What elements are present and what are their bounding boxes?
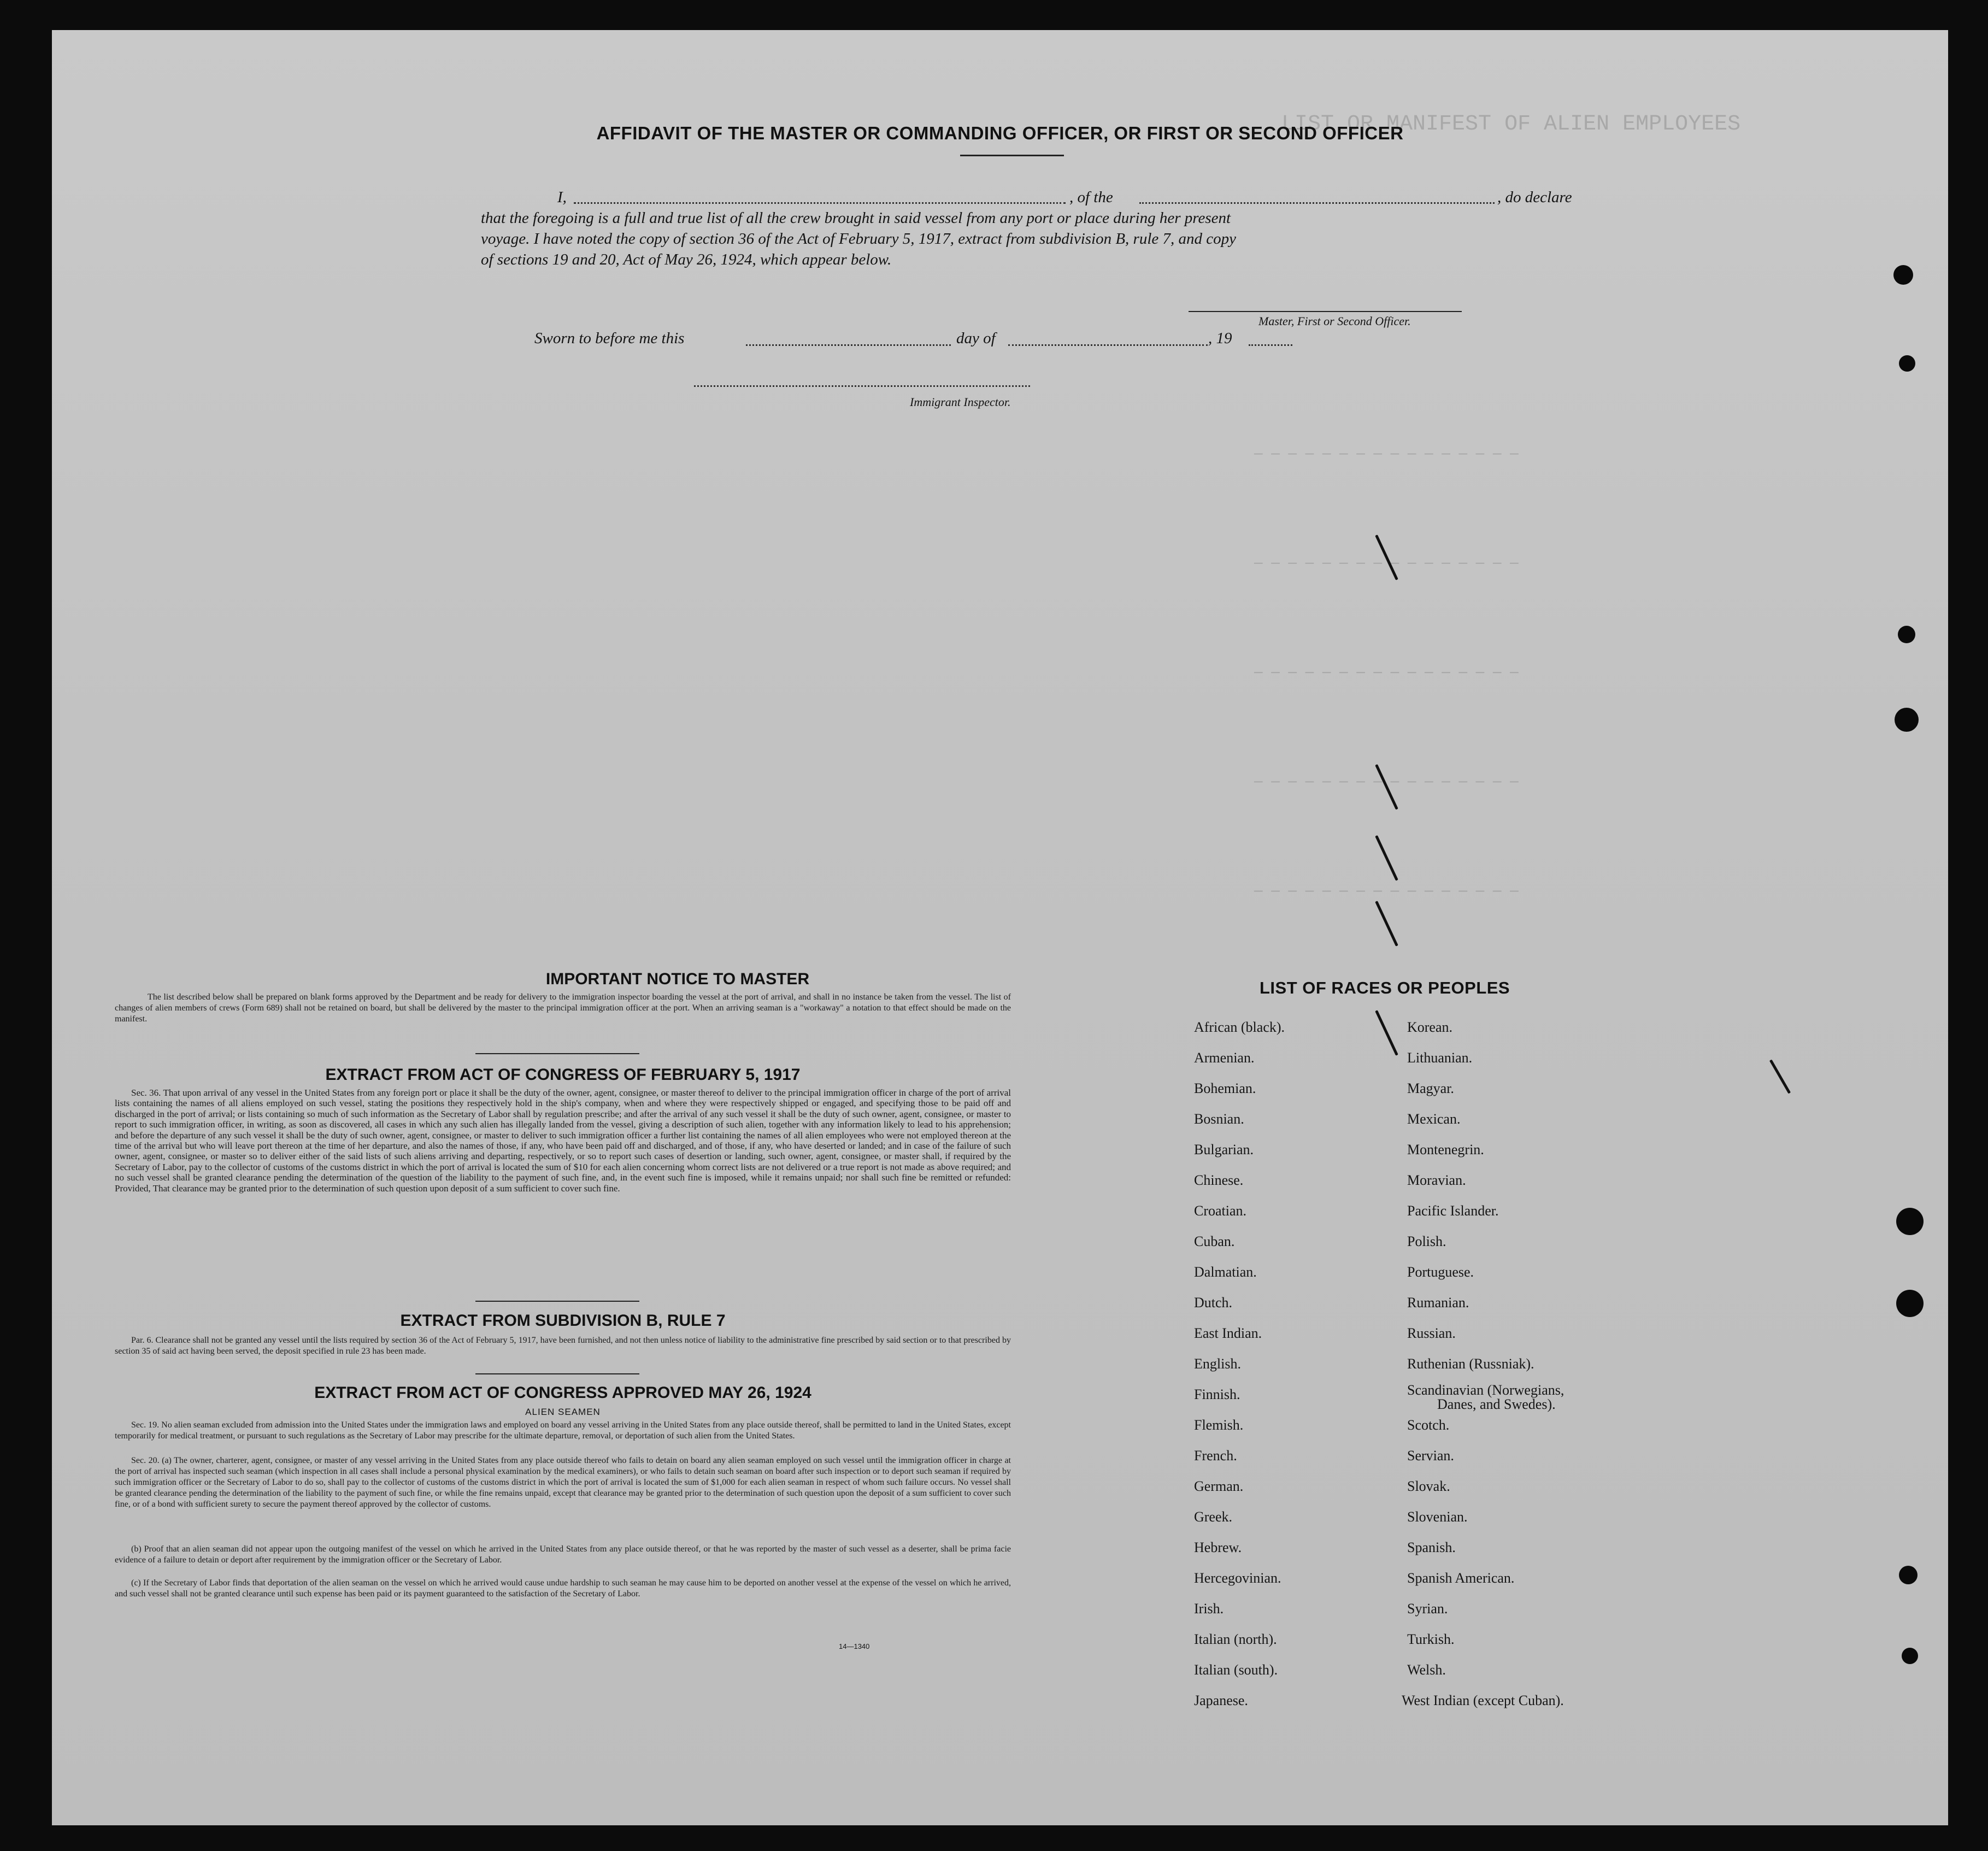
binder-hole [1895, 708, 1919, 732]
race-item: Scandinavian (Norwegians, [1407, 1382, 1564, 1398]
race-item: Slovenian. [1407, 1509, 1468, 1525]
race-item: Portuguese. [1407, 1264, 1474, 1280]
officer-name-field[interactable] [574, 202, 1066, 204]
section-divider [475, 1301, 639, 1302]
race-item: Croatian. [1194, 1203, 1247, 1219]
binder-hole [1896, 1208, 1924, 1235]
race-item: Irish. [1194, 1601, 1224, 1617]
race-item: Finnish. [1194, 1386, 1240, 1402]
affidavit-line2: that the foregoing is a full and true list of all the crew brought in said vessel from any port or place during her present [481, 209, 1231, 227]
race-item: Japanese. [1194, 1693, 1248, 1708]
day-of-label: day of [956, 330, 996, 347]
bleed-through-text: LIST OR MANIFEST OF ALIEN EMPLOYEES [1281, 112, 1741, 137]
vessel-name-field[interactable] [1139, 202, 1495, 204]
race-item: Hebrew. [1194, 1539, 1242, 1555]
signature-label: Master, First or Second Officer. [1258, 314, 1411, 328]
race-item: Slovak. [1407, 1478, 1450, 1494]
form-number: 14—1340 [839, 1642, 870, 1650]
race-item: African (black). [1194, 1019, 1285, 1035]
binder-hole [1896, 1290, 1924, 1317]
ink-mark [1375, 835, 1398, 881]
notice-text: The list described below shall be prepared on blank forms approved by the Department and be ready for delivery to the immigration inspector boarding the vessel at the port of arrival, and shall in no instance be taken from the vessel. The list of changes of alien members of crews (Form 689) shall not be retained on board, but shall be delivered by the master to the principal immigration officer at the port. When an arriving seaman is a "workaway" a notation to that effect should be made on the manifest. [115, 992, 1011, 1024]
race-item: Lithuanian. [1407, 1050, 1473, 1066]
race-item: Russian. [1407, 1325, 1456, 1341]
bleed-through-text: — — — — — — — — — — — — — — — — [1254, 555, 1519, 571]
ink-mark [1375, 901, 1398, 947]
document-sheet [52, 30, 1948, 1825]
race-item: Armenian. [1194, 1050, 1255, 1066]
sec20b-text: (b) Proof that an alien seaman did not appear upon the outgoing manifest of the vessel on which he arrived in the United States from any place outside thereof, or that he was reported by the master of such vessel as a deserter, shall be prima facie evidence of a failure to detain or deport after requirement by the immigration officer or the Secretary of Labor. [115, 1544, 1011, 1565]
sworn-label: Sworn to before me this [534, 330, 685, 347]
race-item: Dutch. [1194, 1295, 1233, 1311]
race-item: Spanish American. [1407, 1570, 1515, 1586]
affidavit-line3: voyage. I have noted the copy of section 36 of the Act of February 5, 1917, extract from subdivision B, rule 7, and copy [481, 230, 1237, 248]
race-item: Mexican. [1407, 1111, 1461, 1127]
extract-1924-title: EXTRACT FROM ACT OF CONGRESS APPROVED MAY 26, 1924 [314, 1384, 811, 1402]
race-item: Italian (south). [1194, 1662, 1278, 1678]
race-item: English. [1194, 1356, 1241, 1372]
section-divider [475, 1053, 639, 1054]
race-item: German. [1194, 1478, 1244, 1494]
race-item: Magyar. [1407, 1080, 1454, 1096]
binder-hole [1902, 1648, 1918, 1664]
sec20a-text: Sec. 20. (a) The owner, charterer, agent, consignee, or master of any vessel arriving in the United States from any place outside thereof who fails to detain on board any alien seaman employed on such vessel until the immigration officer in charge at the port of arrival has inspected such seaman (which inspection in all cases shall include a personal physical examination by the medical examiners), or who fails to detain such seaman on board after such inspection or to deport such seaman if required by such immigration officer or the Secretary of Labor to do so, shall pay to the collector of customs of the customs district in which the port of arrival is located the sum of $1,000 for each alien seaman in respect of whom such failure occurs. No vessel shall be granted clearance pending the determination of the liability to the payment of such fine, or while the fine remains unpaid, except that clearance may be granted prior to the determination of such question upon the deposit of a sum sufficient to cover such fine, or of a bond with sufficient surety to secure the payment thereof approved by the collector of customs. [115, 1456, 1011, 1509]
race-item: Bosnian. [1194, 1111, 1244, 1127]
race-item: Bohemian. [1194, 1080, 1256, 1096]
race-item: Hercegovinian. [1194, 1570, 1281, 1586]
race-item: Greek. [1194, 1509, 1233, 1525]
notice-title: IMPORTANT NOTICE TO MASTER [545, 970, 810, 988]
binder-hole [1899, 355, 1915, 372]
race-item: Syrian. [1407, 1601, 1448, 1617]
affidavit-title: AFFIDAVIT OF THE MASTER OR COMMANDING OFFICER, OR FIRST OR SECOND OFFICER [596, 123, 1404, 143]
bleed-through-text: — — — — — — — — — — — — — — — — [1254, 664, 1519, 680]
races-title: LIST OF RACES OR PEOPLES [1260, 978, 1510, 997]
alien-seamen-subtitle: ALIEN SEAMEN [525, 1407, 601, 1417]
affidavit-line4: of sections 19 and 20, Act of May 26, 1924, which appear below. [481, 251, 892, 268]
inspector-label: Immigrant Inspector. [910, 395, 1011, 409]
race-item: Spanish. [1407, 1539, 1456, 1555]
race-item: Dalmatian. [1194, 1264, 1257, 1280]
race-item: Polish. [1407, 1233, 1446, 1249]
title-rule [960, 155, 1064, 156]
ink-mark [1375, 1010, 1398, 1056]
race-item: Cuban. [1194, 1233, 1235, 1249]
race-item: Pacific Islander. [1407, 1203, 1499, 1219]
year-label: , 19 [1208, 330, 1232, 347]
race-item: Montenegrin. [1407, 1142, 1484, 1157]
race-item: East Indian. [1194, 1325, 1262, 1341]
signature-line[interactable] [1189, 311, 1462, 312]
binder-hole [1898, 626, 1915, 643]
section-divider [475, 1373, 639, 1374]
race-item: Italian (north). [1194, 1631, 1277, 1647]
bleed-through-text: — — — — — — — — — — — — — — — — [1254, 773, 1519, 790]
inspector-signature-line[interactable] [694, 385, 1030, 387]
sworn-month-field[interactable] [1008, 344, 1208, 346]
race-item: Korean. [1407, 1019, 1453, 1035]
bleed-through-text: — — — — — — — — — — — — — — — — [1254, 445, 1519, 462]
race-item: Moravian. [1407, 1172, 1466, 1188]
sec20c-text: (c) If the Secretary of Labor finds that deportation of the alien seaman on the vessel on which he arrived would cause undue hardship to such seaman he may cause him to be deported on another vessel at the expense of the vessel on which he arrived, and such vessel shall not be granted clearance until such expense has been paid or its payment guaranteed to the satisfaction of the Secretary of Labor. [115, 1578, 1011, 1599]
race-item: Rumanian. [1407, 1295, 1469, 1311]
sworn-day-field[interactable] [746, 344, 951, 346]
race-item: Chinese. [1194, 1172, 1244, 1188]
race-item: West Indian (except Cuban). [1402, 1693, 1564, 1708]
ink-mark [1769, 1059, 1791, 1094]
race-item: Bulgarian. [1194, 1142, 1254, 1157]
race-item: Welsh. [1407, 1662, 1446, 1678]
binder-hole [1899, 1566, 1918, 1584]
race-item: Flemish. [1194, 1417, 1244, 1433]
race-item: Turkish. [1407, 1631, 1455, 1647]
sec19-text: Sec. 19. No alien seaman excluded from admission into the United States under the immigration laws and employed on board any vessel arriving in the United States from any place outside thereof, shall be permitted to land in the United States, except temporarily for medical treatment, or pursuant to such regulations as the Secretary of Labor may prescribe for the ultimate departure, removal, or deportation of such alien from the United States. [115, 1420, 1011, 1441]
affidavit-line1-start: I, [557, 189, 567, 206]
subdivision-b-title: EXTRACT FROM SUBDIVISION B, RULE 7 [400, 1312, 726, 1330]
extract-1917-title: EXTRACT FROM ACT OF CONGRESS OF FEBRUARY 5, 1917 [325, 1066, 801, 1084]
race-item-continuation: Danes, and Swedes). [1437, 1396, 1556, 1412]
race-item: Servian. [1407, 1448, 1454, 1464]
affidavit-line1-mid: , of the [1069, 189, 1113, 206]
extract-1917-text: Sec. 36. That upon arrival of any vessel in the United States from any foreign port or place it shall be the duty of the owner, agent, consignee, or master thereof to deliver to the principal immigration officer in charge of the port of arrival lists containing the names of all aliens employed on such vessel, stating the positions they respectively hold in the ship's company, when and where they were respectively shipped or engaged, and specifying those to be paid off and discharged in the port of arrival; or lists containing so much of such information as the Secretary of Labor shall by regulation prescribe; and after the arrival of any such vessel it shall be the duty of such owner, agent, consignee, or master to report to such immigration officer, in writing, as soon as discovered, all cases in which any such alien has illegally landed from the vessel, giving a description of such alien, together with any information likely to lead to his apprehension; and before the departure of any such vessel it shall be the duty of such owner, agent, consignee, or master to deliver to such immigration officer a further list containing the names of all alien employees who were not employed thereon at the time of the arrival but who will leave port thereon at the time of her departure, and also the names of those, if any, who have been paid off and discharged, and of those, if any, who have deserted or landed; and in case of the failure of such owner, agent, consignee, or master so to deliver either of the said lists of such aliens arriving and departing, respectively, or so to report such cases of desertion or landing, such owner, agent, consignee, or master shall, if required by the Secretary of Labor, pay to the collector of customs of the customs district in which the port of arrival is located the sum of $10 for each alien concerning whom correct lists are not delivered or a true report is not made as above required; and no such vessel shall be granted clearance pending the determination of the question of the liability to the payment of such fine, and, in the event such fine is imposed, while it remains unpaid; nor shall such fine be remitted or refunded: Provided, That clearance may be granted prior to the determination of such question upon deposit of a sum sufficient to cover such fine. [115, 1088, 1011, 1194]
subdivision-b-text: Par. 6. Clearance shall not be granted any vessel until the lists required by section 36 of the Act of February 5, 1917, have been furnished, and not then unless notice of liability to the administrative fine prescribed by said section or to that prescribed by section 35 of said act having been served, the deposit specified in rule 23 has been made. [115, 1336, 1011, 1356]
race-item: Ruthenian (Russniak). [1407, 1356, 1534, 1372]
race-item: Scotch. [1407, 1417, 1450, 1433]
binder-hole [1893, 265, 1913, 285]
race-item: French. [1194, 1448, 1237, 1464]
bleed-through-text: — — — — — — — — — — — — — — — — [1254, 883, 1519, 899]
affidavit-line1-end: , do declare [1497, 189, 1572, 206]
sworn-year-field[interactable] [1249, 344, 1292, 346]
